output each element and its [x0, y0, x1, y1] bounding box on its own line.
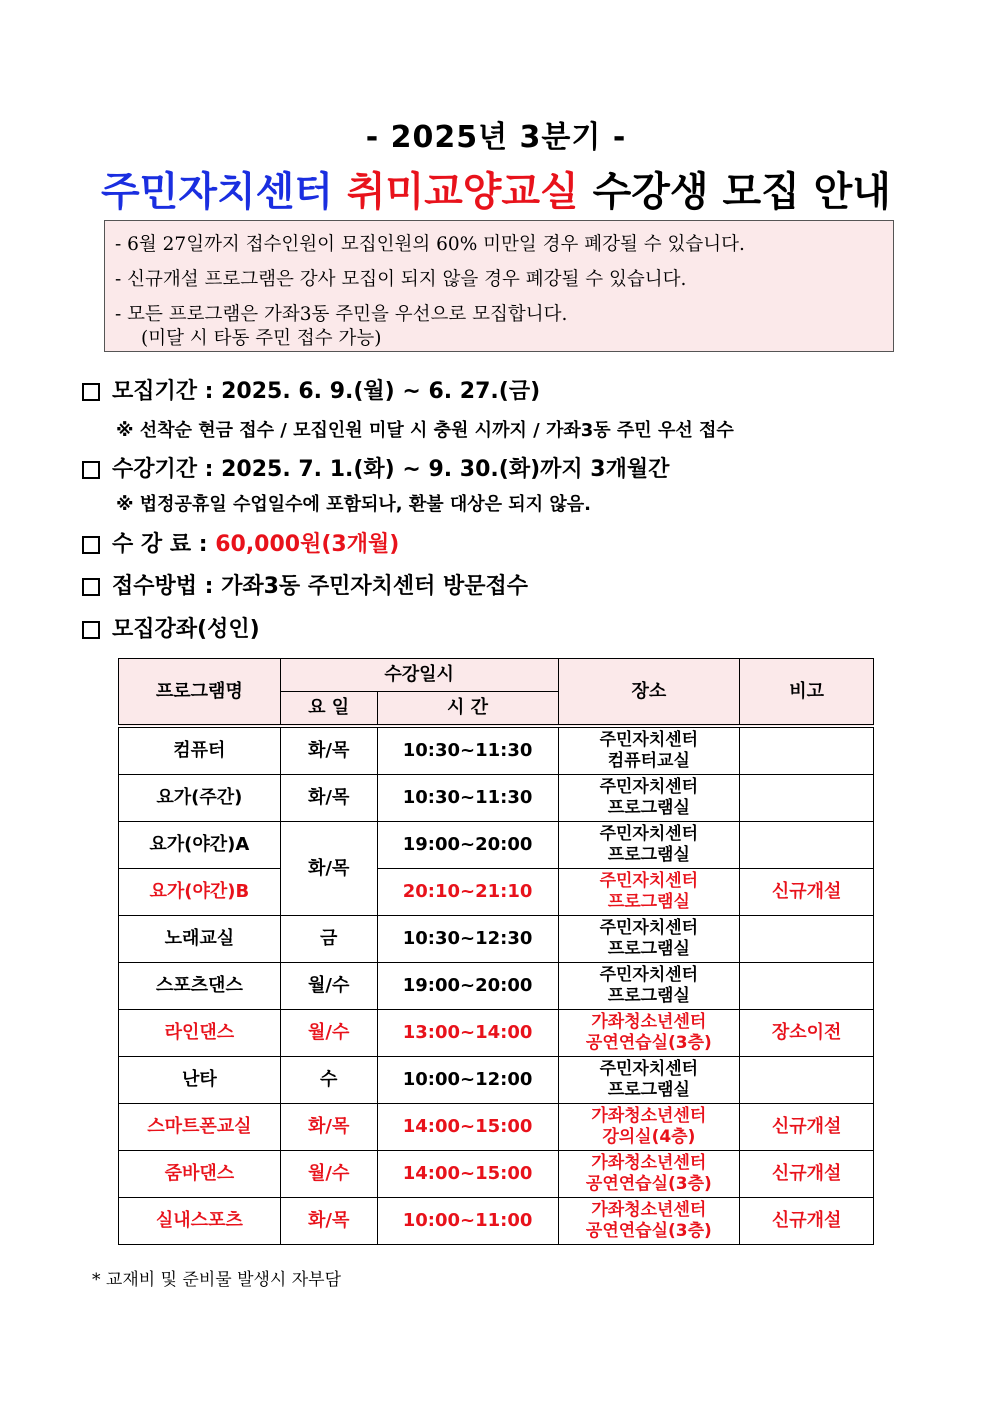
class-time: 10:30~11:30	[377, 726, 558, 775]
header-program: 프로그램명	[119, 659, 281, 727]
checkbox-icon	[82, 383, 100, 401]
class-remark: 신규개설	[740, 869, 874, 916]
class-remark: 신규개설	[740, 1151, 874, 1198]
section-text: 모집기간 : 2025. 6. 9.(월) ~ 6. 27.(금)	[112, 379, 541, 404]
section-text: 모집강좌(성인)	[112, 617, 260, 642]
subtitle: - 2025년 3분기 -	[365, 120, 627, 155]
table-row	[119, 1198, 874, 1245]
notice-line: - 신규개설 프로그램은 강사 모집이 되지 않을 경우 폐강될 수 있습니다.	[115, 269, 687, 290]
section-apply-method	[82, 569, 528, 600]
program-name: 노래교실	[119, 916, 281, 963]
notice-line: - 모든 프로그램은 가좌3동 주민을 우선으로 모집합니다.	[115, 304, 568, 325]
checkbox-icon	[82, 461, 100, 479]
table-row	[119, 869, 874, 916]
class-time: 14:00~15:00	[377, 1104, 558, 1151]
class-day: 화/목	[280, 775, 377, 822]
class-time: 10:00~11:00	[377, 1198, 558, 1245]
section-text: 접수방법 : 가좌3동 주민자치센터 방문접수	[112, 574, 529, 599]
checkbox-icon	[82, 536, 100, 554]
header-remark: 비고	[740, 659, 874, 727]
header-schedule: 수강일시	[280, 659, 558, 692]
class-place: 가좌청소년센터 공연연습실(3층)	[558, 1010, 740, 1057]
class-time: 14:00~15:00	[377, 1151, 558, 1198]
course-table	[118, 658, 874, 1245]
section-courses	[82, 612, 260, 643]
notice-line: - 6월 27일까지 접수인원이 모집인원의 60% 미만일 경우 폐강될 수 있습니다.	[115, 234, 745, 255]
class-day: 화/목	[280, 822, 377, 916]
class-remark	[740, 1057, 874, 1104]
checkbox-icon	[82, 621, 100, 639]
class-remark	[740, 963, 874, 1010]
notice-line: (미달 시 타동 주민 접수 가능)	[141, 328, 382, 349]
program-name: 라인댄스	[119, 1010, 281, 1057]
section-recruit-period	[82, 374, 540, 405]
class-place: 주민자치센터 컴퓨터교실	[558, 726, 740, 775]
class-remark	[740, 726, 874, 775]
class-time: 13:00~14:00	[377, 1010, 558, 1057]
class-place: 가좌청소년센터 강의실(4층)	[558, 1104, 740, 1151]
section-fee	[82, 527, 399, 558]
course-note: ※ 법정공휴일 수업일수에 포함되나, 환불 대상은 되지 않음.	[116, 494, 591, 515]
class-remark	[740, 775, 874, 822]
class-remark: 장소이전	[740, 1010, 874, 1057]
program-name: 난타	[119, 1057, 281, 1104]
class-time: 19:00~20:00	[377, 963, 558, 1010]
class-remark: 신규개설	[740, 1198, 874, 1245]
class-place: 주민자치센터 프로그램실	[558, 963, 740, 1010]
title-part-hobby: 취미교양교실	[346, 169, 579, 215]
program-name: 요가(야간)B	[119, 869, 281, 916]
fee-label: 수 강 료 :	[112, 532, 216, 557]
class-time: 19:00~20:00	[377, 822, 558, 869]
class-remark	[740, 822, 874, 869]
class-day: 수	[280, 1057, 377, 1104]
class-day: 화/목	[280, 1104, 377, 1151]
class-place: 주민자치센터 프로그램실	[558, 775, 740, 822]
program-name: 실내스포츠	[119, 1198, 281, 1245]
class-remark	[740, 916, 874, 963]
table-row	[119, 1010, 874, 1057]
table-row	[119, 775, 874, 822]
class-remark: 신규개설	[740, 1104, 874, 1151]
class-time: 10:00~12:00	[377, 1057, 558, 1104]
class-day: 월/수	[280, 1010, 377, 1057]
page-title	[0, 160, 992, 217]
header-place: 장소	[558, 659, 740, 727]
program-name: 요가(야간)A	[119, 822, 281, 869]
title-part-center: 주민자치센터	[101, 169, 333, 215]
header-day: 요 일	[280, 692, 377, 727]
class-day: 화/목	[280, 726, 377, 775]
checkbox-icon	[82, 578, 100, 596]
table-row	[119, 1057, 874, 1104]
notice-box	[104, 220, 894, 352]
table-row	[119, 1104, 874, 1151]
class-time: 10:30~11:30	[377, 775, 558, 822]
class-day: 화/목	[280, 1198, 377, 1245]
table-row	[119, 916, 874, 963]
program-name: 스마트폰교실	[119, 1104, 281, 1151]
program-name: 요가(주간)	[119, 775, 281, 822]
table-row	[119, 822, 874, 869]
fee-value: 60,000원(3개월)	[215, 532, 400, 557]
recruit-note: ※ 선착순 현금 접수 / 모집인원 미달 시 충원 시까지 / 가좌3동 주민 우선 접수	[116, 420, 734, 441]
header-time: 시 간	[377, 692, 558, 727]
program-name: 컴퓨터	[119, 726, 281, 775]
title-part-recruit: 수강생 모집 안내	[592, 169, 891, 215]
class-place: 가좌청소년센터 공연연습실(3층)	[558, 1198, 740, 1245]
class-place: 가좌청소년센터 공연연습실(3층)	[558, 1151, 740, 1198]
class-place: 주민자치센터 프로그램실	[558, 1057, 740, 1104]
class-day: 월/수	[280, 1151, 377, 1198]
section-text: 수강기간 : 2025. 7. 1.(화) ~ 9. 30.(화)까지 3개월간	[112, 457, 670, 482]
class-place: 주민자치센터 프로그램실	[558, 869, 740, 916]
table-row	[119, 726, 874, 775]
program-name: 줌바댄스	[119, 1151, 281, 1198]
class-day: 금	[280, 916, 377, 963]
table-row	[119, 1151, 874, 1198]
program-name: 스포츠댄스	[119, 963, 281, 1010]
footnote: * 교재비 및 준비물 발생시 자부담	[92, 1270, 342, 1290]
class-day: 월/수	[280, 963, 377, 1010]
class-place: 주민자치센터 프로그램실	[558, 822, 740, 869]
section-course-period	[82, 452, 669, 483]
class-time: 20:10~21:10	[377, 869, 558, 916]
class-time: 10:30~12:30	[377, 916, 558, 963]
class-place: 주민자치센터 프로그램실	[558, 916, 740, 963]
table-row	[119, 963, 874, 1010]
